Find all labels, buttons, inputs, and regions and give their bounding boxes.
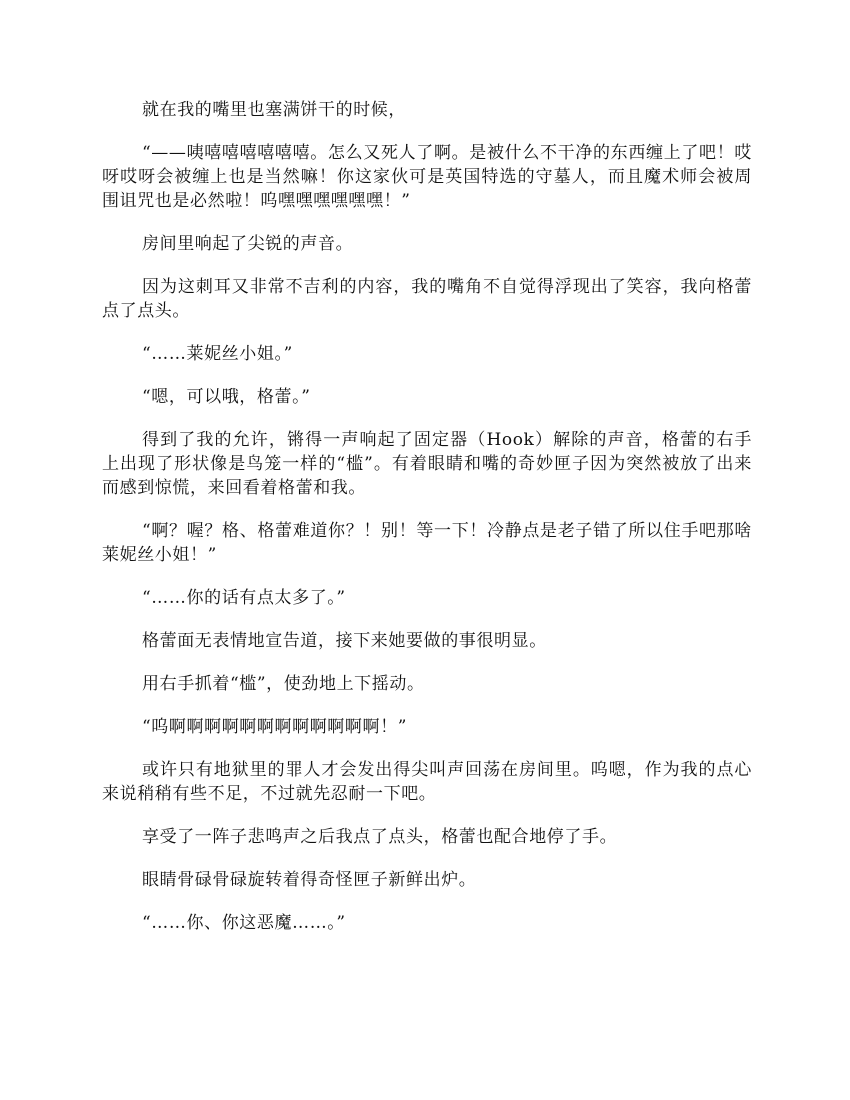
paragraph: 用右手抓着“槛”，使劲地上下摇动。 xyxy=(142,674,425,694)
paragraph: “啊？喔？格、格蕾难道你？！别！等一下！冷静点是老子错了所以住手吧那啥莱妮丝小姐！” xyxy=(102,521,752,565)
paragraph: “——咦嘻嘻嘻嘻嘻嘻。怎么又死人了啊。是被什么不干净的东西缠上了吧！哎呀哎呀会被缠上也是当然嘛！你这家伙可是英国特选的守墓人，而且魔术师会被周围诅咒也是必然啦！呜嘿嘿嘿嘿嘿嘿！” xyxy=(102,143,752,211)
document-page xyxy=(102,98,752,954)
paragraph: “……你的话有点太多了。” xyxy=(142,588,346,608)
paragraph: “呜啊啊啊啊啊啊啊啊啊啊啊啊！” xyxy=(142,717,407,737)
paragraph: “嗯，可以哦，格蕾。” xyxy=(142,387,311,407)
paragraph: “……你、你这恶魔……。” xyxy=(142,913,346,933)
paragraph: 得到了我的允许，锵得一声响起了固定器（Hook）解除的声音，格蕾的右手上出现了形状像是鸟笼一样的“槛”。有着眼睛和嘴的奇妙匣子因为突然被放了出来而感到惊慌，来回看着格蕾和我。 xyxy=(102,430,752,498)
paragraph: 就在我的嘴里也塞满饼干的时候， xyxy=(142,100,406,120)
paragraph: 因为这刺耳又非常不吉利的内容，我的嘴角不自觉得浮现出了笑容，我向格蕾点了点头。 xyxy=(102,277,752,321)
paragraph: 格蕾面无表情地宣告道，接下来她要做的事很明显。 xyxy=(142,631,547,651)
paragraph: 眼睛骨碌骨碌旋转着得奇怪匣子新鲜出炉。 xyxy=(142,870,477,890)
paragraph: 享受了一阵子悲鸣声之后我点了点头，格蕾也配合地停了手。 xyxy=(142,827,618,847)
paragraph: 或许只有地狱里的罪人才会发出得尖叫声回荡在房间里。呜嗯，作为我的点心来说稍稍有些不足，不过就先忍耐一下吧。 xyxy=(102,760,752,804)
paragraph: “……莱妮丝小姐。” xyxy=(142,344,293,364)
paragraph: 房间里响起了尖锐的声音。 xyxy=(142,234,354,254)
